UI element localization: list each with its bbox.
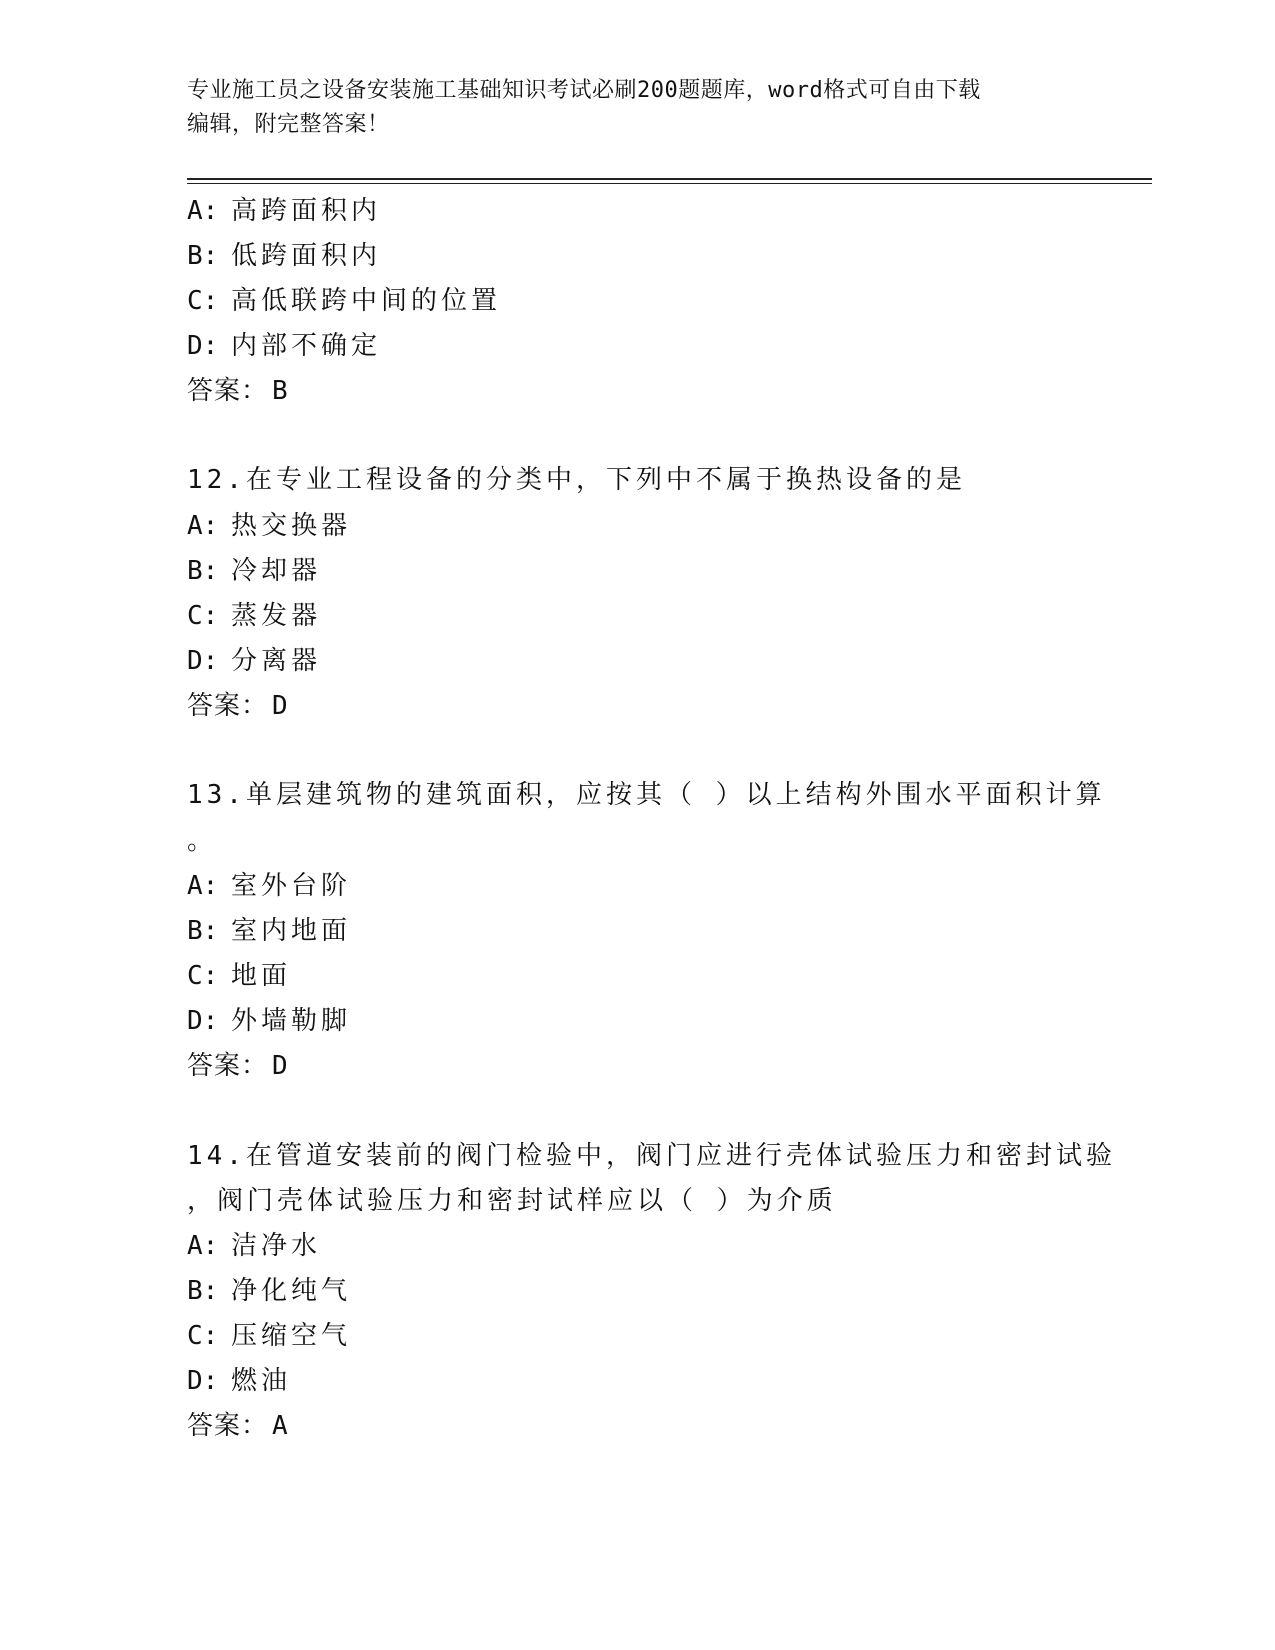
q12-option-c xyxy=(187,598,321,634)
option-text: 高跨面积内 xyxy=(231,196,382,226)
option-letter: B: xyxy=(187,1276,219,1306)
answer-value: D xyxy=(272,691,289,721)
option-letter: B: xyxy=(187,241,219,271)
option-text: 热交换器 xyxy=(231,511,352,541)
option-letter: C: xyxy=(187,601,219,631)
option-text: 室内地面 xyxy=(231,916,352,946)
option-letter: D: xyxy=(187,331,219,361)
option-text: 冷却器 xyxy=(231,556,322,586)
q13-question-line-2: 。 xyxy=(187,826,218,856)
q14-option-b xyxy=(187,1273,351,1309)
answer-label: 答案： xyxy=(187,1411,269,1441)
option-letter: D: xyxy=(187,1006,219,1036)
document-header xyxy=(187,74,1067,142)
option-letter: B: xyxy=(187,556,219,586)
q14-question-line-1: 14.在管道安装前的阀门检验中，阀门应进行壳体试验压力和密封试验 xyxy=(187,1141,1116,1171)
answer-label: 答案： xyxy=(187,376,269,406)
q11-option-d xyxy=(187,328,381,364)
option-letter: C: xyxy=(187,961,219,991)
q12-option-b xyxy=(187,553,321,589)
answer-value: B xyxy=(272,376,289,406)
q12-option-a xyxy=(187,508,351,544)
option-text: 压缩空气 xyxy=(231,1321,352,1351)
answer-label: 答案： xyxy=(187,691,269,721)
option-text: 内部不确定 xyxy=(231,331,382,361)
option-letter: A: xyxy=(187,871,219,901)
q14-option-c xyxy=(187,1318,351,1354)
q11-option-b xyxy=(187,238,381,274)
header-divider-bottom xyxy=(187,183,1152,184)
option-text: 燃油 xyxy=(231,1366,292,1396)
option-text: 分离器 xyxy=(231,646,322,676)
q14-answer xyxy=(187,1408,289,1444)
q14-question-line-2: ，阀门壳体试验压力和密封试样应以（ ）为介质 xyxy=(187,1186,837,1216)
option-letter: D: xyxy=(187,1366,219,1396)
q12-answer xyxy=(187,688,289,724)
option-text: 蒸发器 xyxy=(231,601,322,631)
answer-label: 答案： xyxy=(187,1051,269,1081)
option-letter: B: xyxy=(187,916,219,946)
option-text: 高低联跨中间的位置 xyxy=(231,286,502,316)
option-text: 地面 xyxy=(231,961,292,991)
answer-value: A xyxy=(272,1411,289,1441)
option-text: 低跨面积内 xyxy=(231,241,382,271)
header-divider-top xyxy=(187,178,1152,180)
header-line-2: 编辑，附完整答案！ xyxy=(187,112,390,137)
header-line-1: 专业施工员之设备安装施工基础知识考试必刷200题题库，word格式可自由下载 xyxy=(187,78,981,103)
q14-option-a xyxy=(187,1228,321,1264)
option-letter: D: xyxy=(187,646,219,676)
q13-option-c xyxy=(187,958,291,994)
option-text: 洁净水 xyxy=(231,1231,322,1261)
option-text: 净化纯气 xyxy=(231,1276,352,1306)
q13-answer xyxy=(187,1048,289,1084)
option-letter: C: xyxy=(187,286,219,316)
option-text: 外墙勒脚 xyxy=(231,1006,352,1036)
q13-option-a xyxy=(187,868,351,904)
answer-value: D xyxy=(272,1051,289,1081)
q14-option-d xyxy=(187,1363,291,1399)
q12-question: 12.在专业工程设备的分类中，下列中不属于换热设备的是 xyxy=(187,465,966,495)
q13-option-d xyxy=(187,1003,351,1039)
option-letter: A: xyxy=(187,1231,219,1261)
q12-option-d xyxy=(187,643,321,679)
q13-option-b xyxy=(187,913,351,949)
q13-question-line-1: 13.单层建筑物的建筑面积，应按其（ ）以上结构外围水平面积计算 xyxy=(187,780,1106,810)
q11-option-c xyxy=(187,283,501,319)
option-letter: A: xyxy=(187,196,219,226)
option-letter: A: xyxy=(187,511,219,541)
q11-option-a xyxy=(187,193,381,229)
option-text: 室外台阶 xyxy=(231,871,352,901)
q11-answer xyxy=(187,373,289,409)
option-letter: C: xyxy=(187,1321,219,1351)
